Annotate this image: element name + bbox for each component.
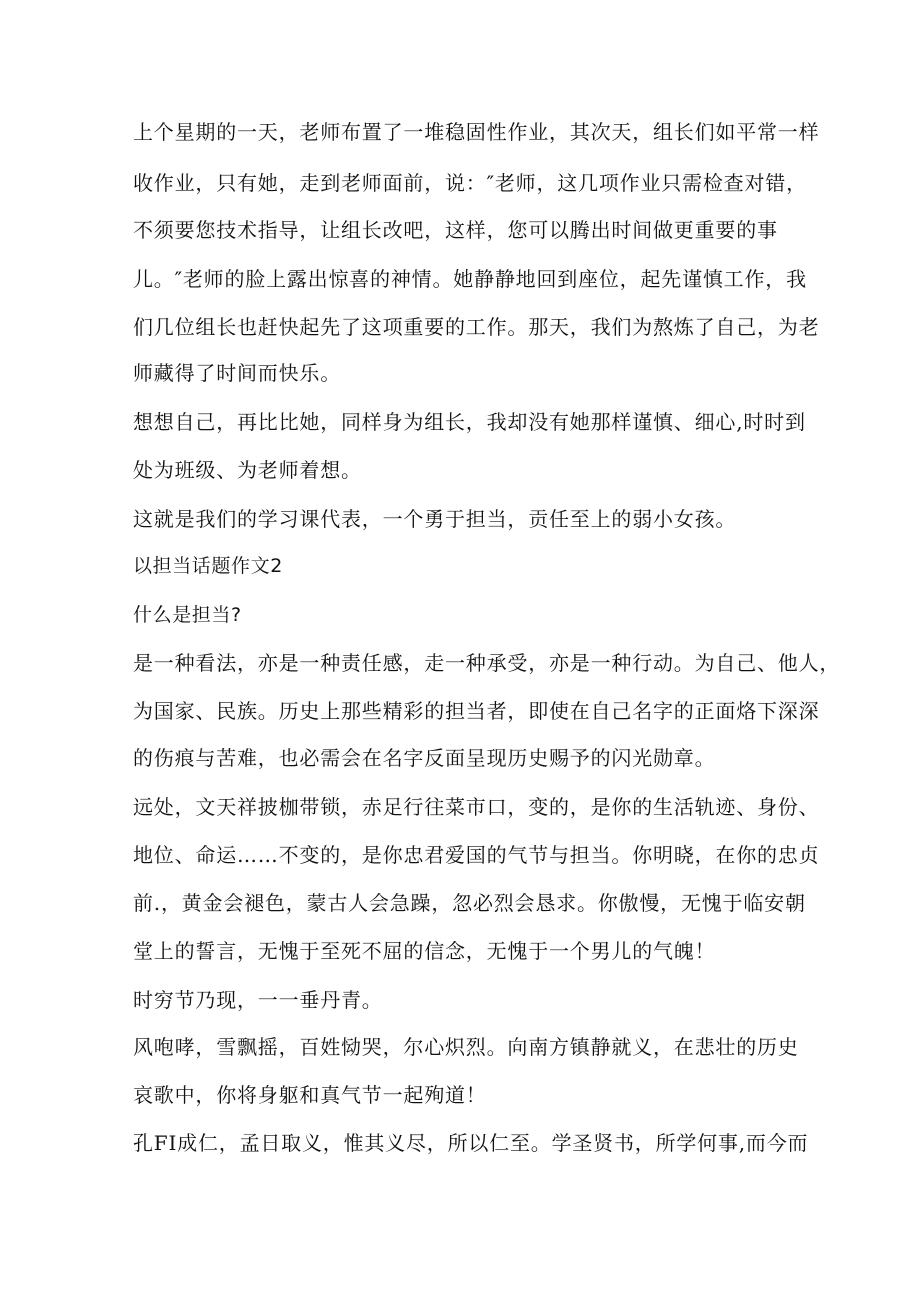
paragraph-4-line-2: 为国家、民族。历史上那些精彩的担当者，即使在自己名字的正面烙下深深 (133, 699, 820, 723)
paragraph-1-line-1: 上个星期的一天，老师布置了一堆稳固性作业，其次天，组长们如平常一样 (133, 120, 820, 144)
paragraph-7-line-2: 哀歌中，你将身躯和真气节一起殉道！ (133, 1083, 487, 1107)
paragraph-1-line-3: 不须要您技术指导，让组长改吧，这样，您可以腾出时间做更重要的事 (133, 218, 778, 242)
paragraph-1-line-6: 师藏得了时间而快乐。 (133, 361, 341, 385)
paragraph-1-line-5: 们几位组长也赶快起先了这项重要的工作。那天，我们为熬炼了自己，为老 (133, 315, 820, 339)
paragraph-3-line-1: 这就是我们的学习课代表，一个勇于担当，贡任至上的弱小女孩。 (133, 507, 737, 531)
paragraph-5-line-1: 远处，文天祥披枷带锁，赤足行往菜市口，变的，是你的生活轨迹、身份、 (133, 795, 820, 819)
paragraph-7-line-1: 风咆哮，雪飘摇，百姓恸哭，尔心炽烈。向南方镇静就义，在悲壮的历史 (133, 1035, 799, 1059)
question-heading: 什么是担当? (133, 604, 242, 626)
paragraph-4-line-1: 是一种看法，亦是一种责任感，走一种承受，亦是一种行动。为自己、他人， (133, 651, 841, 675)
paragraph-5-line-3: 前.，黄金会褪色，蒙古人会急躁，忽必烈会恳求。你傲慢，无愧于临安朝 (133, 891, 806, 915)
paragraph-1-line-4: 儿。″老师的脸上露出惊喜的神情。她静静地回到座位，起先谨慎工作，我 (133, 267, 807, 291)
paragraph-1-line-2: 收作业，只有她，走到老师面前，说：″老师，这几项作业只需检查对错， (133, 171, 807, 195)
paragraph-8-line-1: 孔FI成仁，孟日取义，惟其义尽，所以仁至。学圣贤书，所学何事,而今而 (133, 1131, 809, 1155)
paragraph-5-line-2: 地位、命运……不变的，是你忠君爱国的气节与担当。你明晓，在你的忠贞 (133, 843, 820, 867)
paragraph-6-line-1: 时穷节乃现，一一垂丹青。 (133, 988, 383, 1012)
paragraph-4-line-3: 的伤痕与苦难，也必需会在名字反面呈现历史赐予的闪光勋章。 (133, 746, 716, 770)
paragraph-2-line-2: 处为班级、为老师着想。 (133, 458, 362, 482)
paragraph-5-line-4: 堂上的誓言，无愧于至死不屈的信念，无愧于一个男儿的气魄！ (133, 939, 716, 963)
section-title: 以担当话题作文2 (133, 555, 283, 577)
paragraph-2-line-1: 想想自己，再比比她，同样身为组长，我却没有她那样谨慎、细心,时时到 (133, 410, 806, 434)
